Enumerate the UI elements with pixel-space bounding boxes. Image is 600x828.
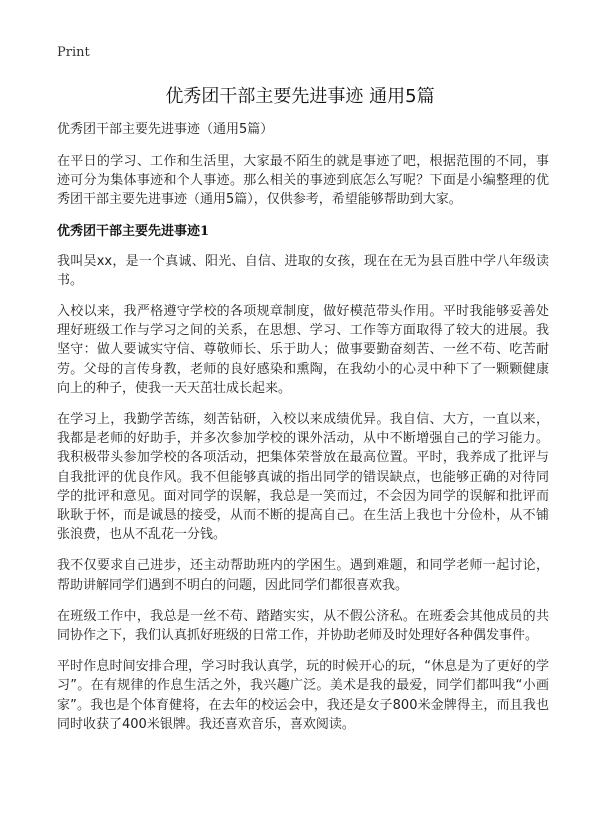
section-heading: 优秀团干部主要先进事迹1 bbox=[57, 223, 210, 239]
paragraph: 我叫吴xx，是一个真诚、阳光、自信、进取的女孩，现在在无为县百胜中学八年级读书。 bbox=[57, 253, 549, 288]
document-subtitle: 优秀团干部主要先进事迹（通用5篇） bbox=[57, 122, 274, 137]
paragraph: 在班级工作中，我总是一丝不苟、踏踏实实，从不假公济私。在班委会其他成员的共同协作之下，我们认真抓好班级的日常工作，并协助老师及时处理好各种偶发事件。 bbox=[57, 608, 549, 644]
document-title: 优秀团干部主要先进事迹 通用5篇 bbox=[165, 86, 435, 107]
paragraph: 我不仅要求自己进步，还主动帮助班内的学困生。遇到难题，和同学老师一起讨论，帮助讲解同学们遇到不明白的问题，因此同学们都很喜欢我。 bbox=[57, 558, 549, 593]
paragraph: 在学习上，我勤学苦练，刻苦钻研，入校以来成绩优异。我自信、大方，一直以来，我都是老师的好助手，并多次参加学校的课外活动，从中不断增强自己的学习能力。我积极带头参加学校的各项活动，把集体荣誉放在最高位置。平时，我养成了批评与自我批评的优良作风。我不但能够真诚的指出同学的错误缺点，也能够正确的对待同学的批评和意见。面对同学的误解，我总是一笑而过，不会因为同学的误解和批评而耿耿于怀，而是诚恳的接受，从而不断的提高自己。在生活上我也十分俭朴，从不铺张浪费，也从不乱花一分钱。 bbox=[57, 412, 549, 543]
paragraph: 入校以来，我严格遵守学校的各项规章制度，做好模范带头作用。平时我能够妥善处理好班级工作与学习之间的关系，在思想、学习、工作等方面取得了较大的进展。我坚守：做人要诚实守信、尊敬师长、乐于助人；做事要勤奋刻苦、一丝不苟、吃苦耐劳。父母的言传身教，老师的良好感染和熏陶，在我幼小的心灵中种下了一颗颗健康向上的种子，使我一天天茁壮成长起来。 bbox=[57, 304, 549, 396]
intro-paragraph: 在平日的学习、工作和生活里，大家最不陌生的就是事迹了吧，根据范围的不同，事迹可分为集体事迹和个人事迹。那么相关的事迹到底怎么写呢？下面是小编整理的优秀团干部主要先进事迹（通用5篇），仅供参考，希望能够帮助到大家。 bbox=[57, 154, 549, 208]
document-body bbox=[57, 120, 549, 746]
paragraph: 平时作息时间安排合理，学习时我认真学，玩的时候开心的玩，“休息是为了更好的学习”。在有规律的作息生活之外，我兴趣广泛。美术是我的最爱，同学们都叫我“小画家”。我也是个体育健将，在去年的校运会中，我还是女子800米金牌得主，而且我也同时收获了400米银牌。我还喜欢音乐，喜欢阅读。 bbox=[57, 659, 549, 732]
print-link[interactable]: Print bbox=[57, 45, 90, 60]
